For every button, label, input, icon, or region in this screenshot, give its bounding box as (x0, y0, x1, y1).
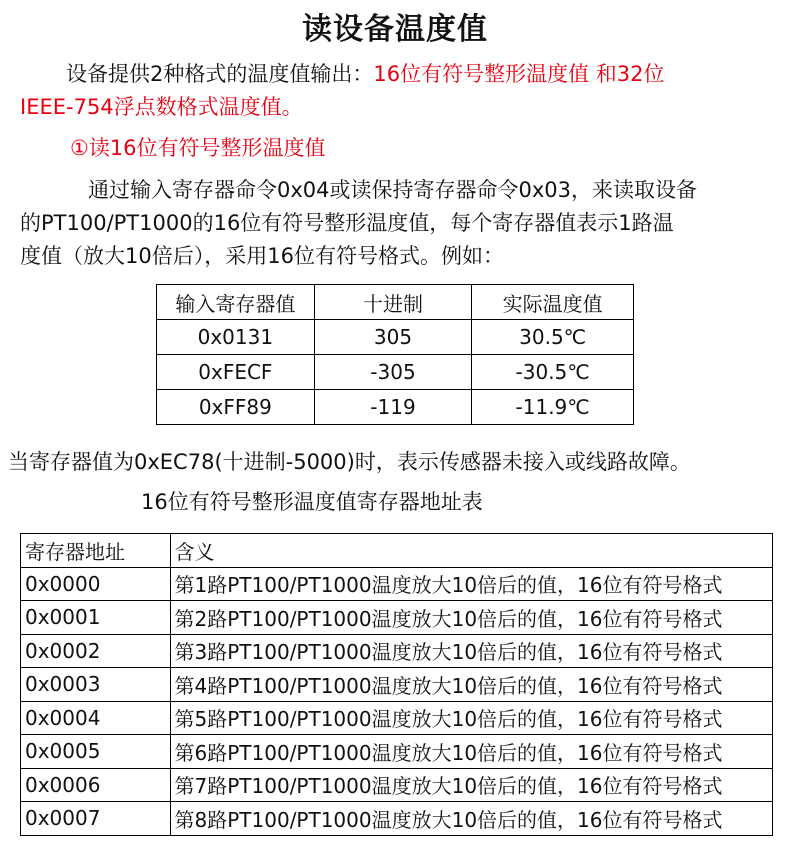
table-row (21, 601, 773, 635)
address-cell: 0x0000 (21, 567, 171, 601)
section-body-paragraph (20, 174, 697, 273)
table-row (157, 320, 634, 355)
intro-paragraph (20, 58, 665, 124)
decimal-cell: -119 (314, 390, 472, 425)
table-row (21, 634, 773, 668)
meaning-cell: 第8路PT100/PT1000温度放大10倍后的值，16位有符号格式 (170, 802, 772, 836)
meaning-cell: 第5路PT100/PT1000温度放大10倍后的值，16位有符号格式 (170, 701, 772, 735)
section-body-line-2: 的PT100/PT1000的16位有符号整形温度值，每个寄存器值表示1路温 (20, 211, 674, 235)
address-table-caption: 16位有符号整形温度值寄存器地址表 (141, 490, 483, 514)
address-table (20, 533, 773, 836)
meaning-cell: 第6路PT100/PT1000温度放大10倍后的值，16位有符号格式 (170, 735, 772, 769)
intro-line-2: IEEE-754浮点数格式温度值。 (20, 95, 303, 119)
fault-note: 当寄存器值为0xEC78(十进制-5000)时，表示传感器未接入或线路故障。 (8, 450, 691, 474)
register-value-cell: 0xFF89 (157, 390, 315, 425)
header-actual-temperature: 实际温度值 (472, 285, 634, 320)
table-row (21, 768, 773, 802)
meaning-cell: 第7路PT100/PT1000温度放大10倍后的值，16位有符号格式 (170, 768, 772, 802)
address-cell: 0x0006 (21, 768, 171, 802)
table-row (21, 802, 773, 836)
table-row (21, 668, 773, 702)
address-cell: 0x0002 (21, 634, 171, 668)
register-value-cell: 0x0131 (157, 320, 315, 355)
table-row (21, 735, 773, 769)
section-body-line-3: 度值（放大10倍后），采用16位有符号格式。例如： (20, 244, 504, 268)
address-cell: 0x0007 (21, 802, 171, 836)
header-register-value: 输入寄存器值 (157, 285, 315, 320)
page-title: 读设备温度值 (302, 12, 488, 47)
table-header-row (157, 285, 634, 320)
header-decimal: 十进制 (314, 285, 472, 320)
meaning-cell: 第1路PT100/PT1000温度放大10倍后的值，16位有符号格式 (170, 567, 772, 601)
header-meaning: 含义 (170, 534, 772, 568)
temperature-cell: 30.5℃ (472, 320, 634, 355)
table-row (21, 701, 773, 735)
decimal-cell: 305 (314, 320, 472, 355)
intro-highlight-text: 16位有符号整形温度值 和32位 (373, 62, 665, 86)
example-table (156, 284, 634, 425)
intro-plain-text: 设备提供2种格式的温度值输出： (66, 62, 374, 86)
meaning-cell: 第4路PT100/PT1000温度放大10倍后的值，16位有符号格式 (170, 668, 772, 702)
meaning-cell: 第2路PT100/PT1000温度放大10倍后的值，16位有符号格式 (170, 601, 772, 635)
header-register-address: 寄存器地址 (21, 534, 171, 568)
table-row (157, 390, 634, 425)
meaning-cell: 第3路PT100/PT1000温度放大10倍后的值，16位有符号格式 (170, 634, 772, 668)
table-row (157, 355, 634, 390)
table-header-row (21, 534, 773, 568)
temperature-cell: -11.9℃ (472, 390, 634, 425)
register-value-cell: 0xFECF (157, 355, 315, 390)
intro-line-1 (20, 58, 665, 91)
section-body-line-1: 通过输入寄存器命令0x04或读保持寄存器命令0x03，来读取设备 (88, 178, 698, 202)
address-cell: 0x0005 (21, 735, 171, 769)
address-cell: 0x0001 (21, 601, 171, 635)
table-row (21, 567, 773, 601)
section-heading: ①读16位有符号整形温度值 (70, 136, 326, 160)
decimal-cell: -305 (314, 355, 472, 390)
address-cell: 0x0004 (21, 701, 171, 735)
temperature-cell: -30.5℃ (472, 355, 634, 390)
address-cell: 0x0003 (21, 668, 171, 702)
